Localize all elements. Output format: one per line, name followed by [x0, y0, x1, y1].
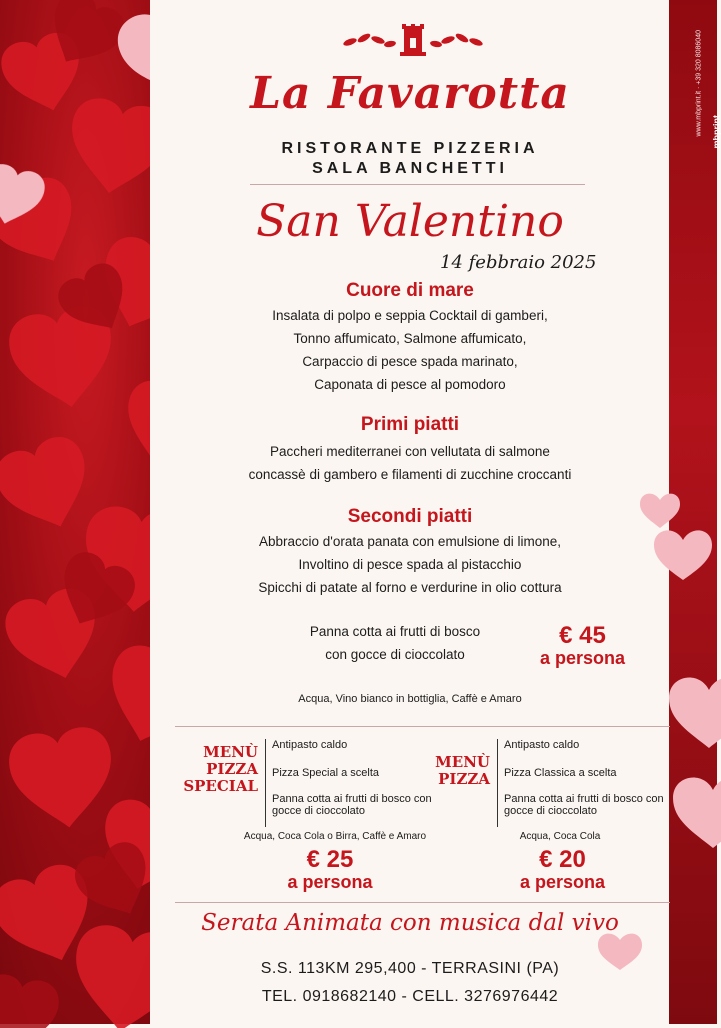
event-title: San Valentino: [256, 196, 564, 247]
section-items-secondi: [150, 530, 670, 599]
menu-special-name-line: SPECIAL: [183, 777, 258, 795]
menu-special-drinks: Acqua, Coca Cola o Birra, Caffè e Amaro: [243, 831, 427, 842]
printer-contact: www.mbprint.it · +39 320 8086040: [695, 30, 702, 137]
dish-item: concassè di gambero e filamenti di zucchine croccanti: [248, 467, 572, 482]
menu-item: Antipasto caldo: [504, 739, 580, 751]
menu-item: Antipasto caldo: [272, 739, 348, 751]
printer-web: www.mbprint.it: [695, 90, 702, 137]
divider: [250, 184, 585, 185]
dish-item: Insalata di polpo e seppia Cocktail di gamberi,: [272, 308, 548, 323]
menu-item: Panna cotta ai frutti di bosco con gocce di cioccolato: [504, 793, 664, 817]
menu-special-items: [265, 739, 437, 827]
menu-special-price-amount: € 25: [306, 846, 354, 873]
menu-pizza-price-unit: a persona: [519, 872, 606, 892]
dish-item: Paccheri mediterranei con vellutata di salmone: [270, 444, 550, 459]
section-title-secondi: Secondi piatti: [347, 506, 473, 527]
drinks: Acqua, Vino bianco in bottiglia, Caffè e Amaro: [298, 693, 522, 705]
menu-special-name-line: PIZZA: [206, 760, 258, 778]
dish-item: Tonno affumicato, Salmone affumicato,: [293, 331, 527, 346]
section-title-cuore: Cuore di mare: [346, 280, 474, 301]
event-date: 14 febbraio 2025: [440, 252, 597, 273]
menu-item: Pizza Special a scelta: [272, 767, 379, 779]
dish-item: Abbraccio d'orata panata con emulsione di limone,: [258, 534, 561, 549]
dish-item: Spicchi di patate al forno e verdurine in olio cottura: [258, 580, 562, 595]
menu-pizza-name-line: PIZZA: [438, 770, 490, 788]
menu-special-price: [255, 848, 405, 892]
menu-special-name-line: MENÙ: [203, 743, 258, 761]
menu-pizza-drinks: Acqua, Coca Cola: [519, 831, 601, 842]
menu-item: Pizza Classica a scelta: [504, 767, 617, 779]
dish-item: Caponata di pesce al pomodoro: [314, 377, 506, 392]
divider-2: [175, 726, 670, 727]
subtitle-line2: SALA BANCHETTI: [312, 160, 508, 177]
castle-laurel-icon: [338, 22, 488, 60]
dessert-line1: Panna cotta ai frutti di bosco: [309, 624, 481, 639]
brand-name: La Favarotta: [250, 68, 570, 119]
dish-item: Involtino di pesce spada al pistacchio: [298, 557, 522, 572]
subtitle-line1: RISTORANTE PIZZERIA: [281, 140, 539, 157]
section-title-primi: Primi piatti: [360, 414, 460, 435]
dessert: [270, 620, 520, 666]
main-price: [525, 624, 640, 668]
menu-pizza-name-line: MENÙ: [435, 753, 490, 771]
dessert-line2: con gocce di cioccolato: [325, 647, 465, 662]
menu-item: Panna cotta ai frutti di bosco con gocce di cioccolato: [272, 793, 432, 817]
dish-item: Carpaccio di pesce spada marinato,: [302, 354, 518, 369]
divider-3: [175, 902, 670, 903]
printer-phone: +39 320 8086040: [695, 30, 702, 85]
footer-address: S.S. 113KM 295,400 - TERRASINI (PA): [260, 960, 560, 977]
footer-phone: TEL. 0918682140 - CELL. 3276976442: [261, 988, 559, 1005]
section-items-primi: [150, 440, 670, 486]
menu-special-title: [180, 744, 258, 795]
menu-pizza-price: [490, 848, 635, 892]
printer-logo: mbprint: [711, 115, 721, 149]
main-price-amount: € 45: [559, 622, 606, 649]
menu-pizza-price-amount: € 20: [539, 846, 586, 873]
menu-pizza-title: [425, 754, 490, 788]
main-price-unit: a persona: [539, 648, 626, 668]
section-items-cuore: [150, 304, 670, 396]
menu-special-price-unit: a persona: [287, 872, 373, 892]
footer-tagline: Serata Animata con musica dal vivo: [201, 910, 619, 936]
menu-pizza-items: [497, 739, 669, 827]
